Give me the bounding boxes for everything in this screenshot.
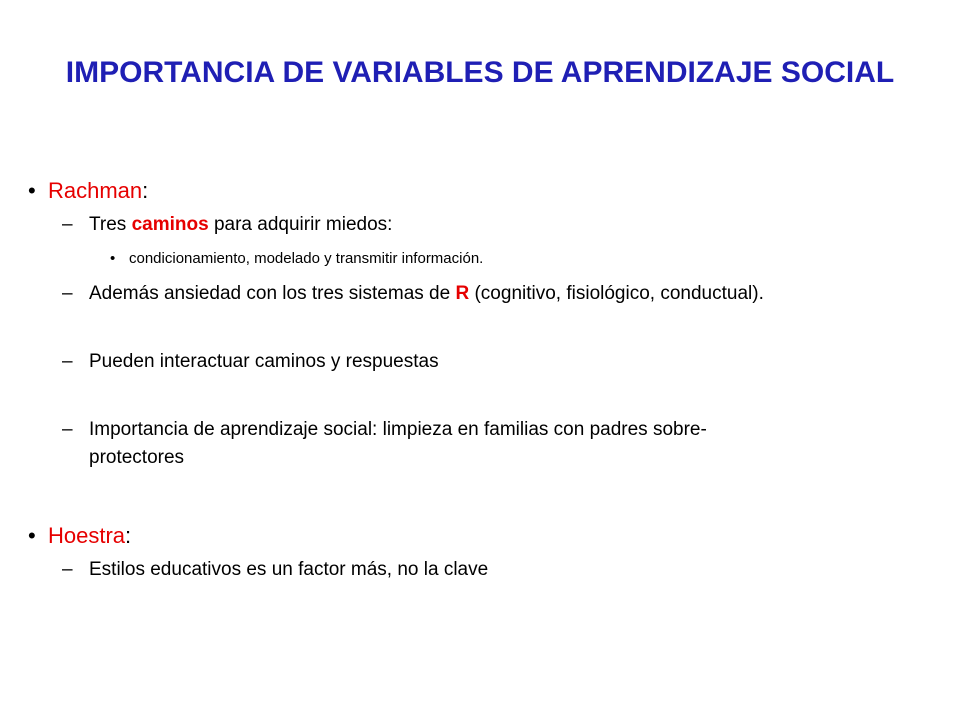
ansiedad-highlight: R bbox=[455, 283, 470, 304]
ansiedad-after: (cognitivo, fisiológico, conductual). bbox=[469, 283, 764, 304]
dash-ansiedad: – bbox=[62, 283, 73, 304]
bullet-hoestra bbox=[28, 523, 36, 549]
item-caminos bbox=[89, 214, 392, 236]
sub-bullet-marker: • bbox=[110, 250, 116, 267]
caminos-after: para adquirir miedos: bbox=[208, 214, 393, 235]
bullet-marker: • bbox=[28, 523, 36, 548]
rachman-colon: : bbox=[142, 178, 149, 203]
dash-estilos: – bbox=[62, 559, 73, 580]
bullet-marker: • bbox=[28, 178, 36, 203]
hoestra-colon: : bbox=[125, 523, 132, 548]
item-importancia-line2: protectores bbox=[89, 447, 185, 468]
item-importancia-line1: Importancia de aprendizaje social: limpieza en familias con padres sobre- bbox=[89, 419, 707, 440]
rachman-heading bbox=[48, 178, 148, 204]
item-ansiedad bbox=[89, 283, 764, 305]
slide-title: IMPORTANCIA DE VARIABLES DE APRENDIZAJE SOCIAL bbox=[65, 56, 895, 89]
dash-importancia: – bbox=[62, 419, 73, 440]
item-estilos: Estilos educativos es un factor más, no la clave bbox=[89, 559, 489, 580]
hoestra-heading bbox=[48, 523, 131, 549]
caminos-before: Tres bbox=[89, 214, 132, 235]
item-interactuar: Pueden interactuar caminos y respuestas bbox=[89, 351, 439, 372]
caminos-highlight: caminos bbox=[131, 214, 209, 235]
dash-caminos: – bbox=[62, 214, 73, 235]
sub-item-mechanisms: condicionamiento, modelado y transmitir información. bbox=[129, 250, 484, 267]
rachman-name: Rachman bbox=[48, 178, 143, 203]
bullet-rachman bbox=[28, 178, 36, 204]
ansiedad-before: Además ansiedad con los tres sistemas de bbox=[89, 283, 456, 304]
hoestra-name: Hoestra bbox=[48, 523, 126, 548]
dash-interactuar: – bbox=[62, 351, 73, 372]
